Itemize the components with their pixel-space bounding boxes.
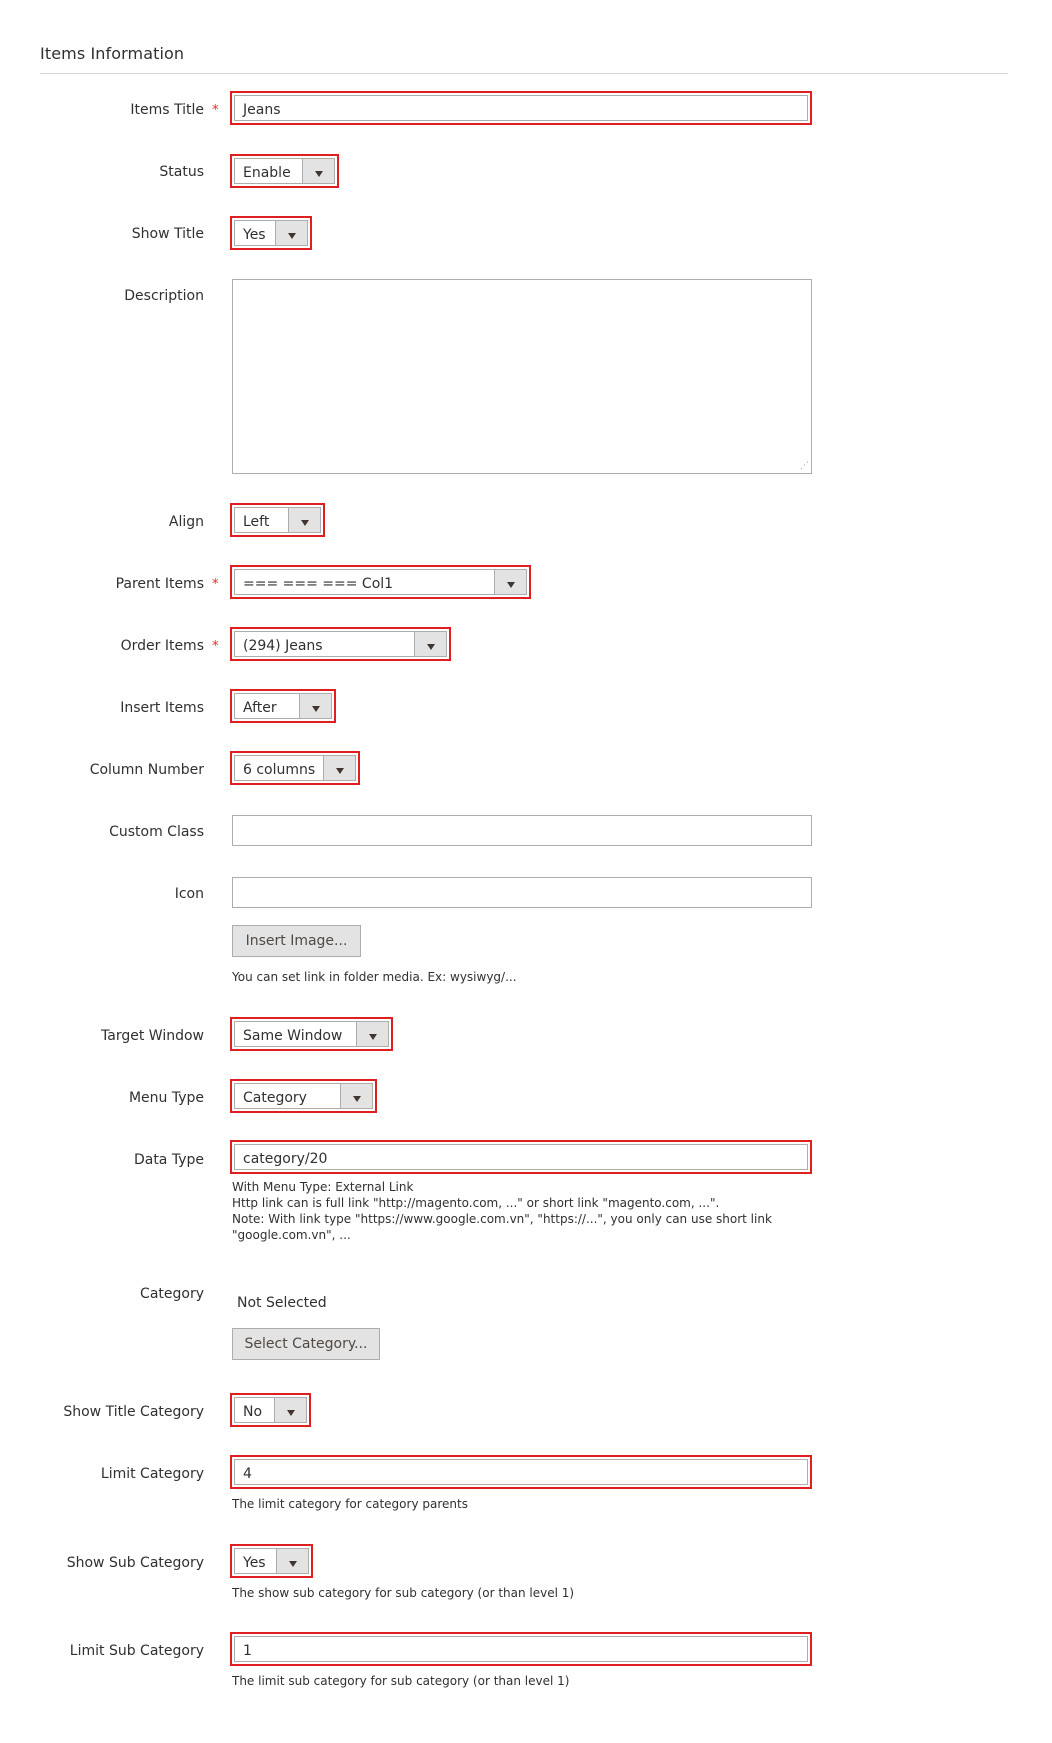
chevron-down-icon [427, 644, 435, 650]
limit-category-highlight [230, 1455, 812, 1489]
align-highlight [230, 503, 325, 537]
column-number-dropdown-button[interactable] [323, 756, 355, 780]
target-window-select[interactable] [234, 1021, 389, 1047]
align-value: Left [243, 514, 270, 530]
chevron-down-icon [507, 582, 515, 588]
align-dropdown-button[interactable] [288, 508, 320, 532]
insert-image-button[interactable]: Insert Image... [232, 925, 361, 957]
chevron-down-icon [289, 1561, 297, 1567]
target-window-highlight [230, 1017, 393, 1051]
insert-items-select[interactable] [234, 693, 332, 719]
limit-category-input[interactable]: 4 [234, 1459, 808, 1485]
show-sub-category-note: The show sub category for sub category (or than level 1) [232, 1586, 575, 1600]
items-title-label: Items Title [130, 102, 204, 118]
required-marker: * [212, 577, 219, 592]
show-sub-category-value: Yes [243, 1555, 266, 1571]
show-title-highlight [230, 216, 312, 250]
chevron-down-icon [288, 233, 296, 239]
limit-sub-category-label: Limit Sub Category [69, 1643, 204, 1659]
status-select[interactable] [234, 158, 335, 184]
insert-items-dropdown-button[interactable] [299, 694, 331, 718]
insert-items-value: After [243, 700, 277, 716]
items-title-highlight [230, 91, 812, 125]
data-type-note-4: "google.com.vn", ... [232, 1228, 351, 1242]
select-category-button[interactable]: Select Category... [232, 1328, 380, 1360]
menu-type-highlight [230, 1079, 377, 1113]
data-type-note-3: Note: With link type "https://www.google.com.vn", "https://...", you only can use short link [232, 1212, 772, 1226]
parent-items-label: Parent Items [115, 576, 204, 592]
data-type-highlight [230, 1140, 812, 1174]
show-title-category-dropdown-button[interactable] [274, 1398, 306, 1422]
show-sub-category-select[interactable] [234, 1548, 309, 1574]
items-title-input[interactable]: Jeans [234, 95, 808, 121]
limit-category-label: Limit Category [100, 1466, 204, 1482]
status-value: Enable [243, 165, 291, 181]
chevron-down-icon [353, 1096, 361, 1102]
show-title-category-value: No [243, 1404, 263, 1420]
show-title-select[interactable] [234, 220, 308, 246]
show-title-category-highlight [230, 1393, 311, 1427]
target-window-label: Target Window [101, 1028, 204, 1044]
resize-handle-icon[interactable]: ⋰ [800, 461, 809, 471]
data-type-note-2: Http link can is full link "http://magento.com, ..." or short link "magento.com, ...". [232, 1196, 720, 1210]
category-value: Not Selected [237, 1295, 327, 1311]
chevron-down-icon [336, 768, 344, 774]
target-window-dropdown-button[interactable] [356, 1022, 388, 1046]
chevron-down-icon [315, 171, 323, 177]
icon-input[interactable] [232, 877, 812, 908]
show-sub-category-highlight [230, 1544, 313, 1578]
limit-sub-category-input[interactable]: 1 [234, 1636, 808, 1662]
parent-items-select[interactable] [234, 569, 527, 595]
show-sub-category-dropdown-button[interactable] [276, 1549, 308, 1573]
show-title-dropdown-button[interactable] [275, 221, 307, 245]
icon-label: Icon [174, 886, 204, 902]
show-sub-category-label: Show Sub Category [66, 1555, 204, 1571]
column-number-value: 6 columns [243, 762, 316, 778]
order-items-label: Order Items [120, 638, 204, 654]
chevron-down-icon [312, 706, 320, 712]
limit-category-note: The limit category for category parents [232, 1497, 468, 1511]
required-marker: * [212, 103, 219, 118]
insert-items-highlight [230, 689, 336, 723]
data-type-label: Data Type [133, 1152, 204, 1168]
show-title-label: Show Title [131, 226, 204, 242]
parent-items-value: === === === Col1 [243, 576, 394, 592]
category-label: Category [140, 1286, 204, 1302]
column-number-label: Column Number [89, 762, 204, 778]
custom-class-input[interactable] [232, 815, 812, 846]
target-window-value: Same Window [243, 1028, 343, 1044]
status-highlight [230, 154, 339, 188]
show-title-value: Yes [243, 227, 266, 243]
section-title: Items Information [40, 44, 185, 63]
chevron-down-icon [287, 1410, 295, 1416]
parent-items-highlight [230, 565, 531, 599]
menu-type-select[interactable] [234, 1083, 373, 1109]
status-dropdown-button[interactable] [302, 159, 334, 183]
data-type-input[interactable]: category/20 [234, 1144, 808, 1170]
description-textarea[interactable] [232, 279, 812, 474]
status-label: Status [159, 164, 204, 180]
required-marker: * [212, 639, 219, 654]
order-items-highlight [230, 627, 451, 661]
column-number-highlight [230, 751, 360, 785]
order-items-select[interactable] [234, 631, 447, 657]
custom-class-label: Custom Class [109, 824, 204, 840]
menu-type-label: Menu Type [128, 1090, 204, 1106]
parent-items-dropdown-button[interactable] [494, 570, 526, 594]
section-divider [40, 73, 1008, 74]
order-items-dropdown-button[interactable] [414, 632, 446, 656]
limit-sub-category-highlight [230, 1632, 812, 1666]
menu-type-dropdown-button[interactable] [340, 1084, 372, 1108]
description-label: Description [124, 288, 204, 304]
chevron-down-icon [369, 1034, 377, 1040]
chevron-down-icon [301, 520, 309, 526]
limit-sub-category-note: The limit sub category for sub category (or than level 1) [232, 1674, 570, 1688]
show-title-category-label: Show Title Category [63, 1404, 204, 1420]
align-select[interactable] [234, 507, 321, 533]
menu-type-value: Category [243, 1090, 307, 1106]
column-number-select[interactable] [234, 755, 356, 781]
icon-note: You can set link in folder media. Ex: wysiwyg/... [232, 970, 517, 984]
align-label: Align [168, 514, 204, 530]
order-items-value: (294) Jeans [243, 638, 323, 654]
insert-items-label: Insert Items [120, 700, 204, 716]
show-title-category-select[interactable] [234, 1397, 307, 1423]
data-type-note-1: With Menu Type: External Link [232, 1180, 414, 1194]
